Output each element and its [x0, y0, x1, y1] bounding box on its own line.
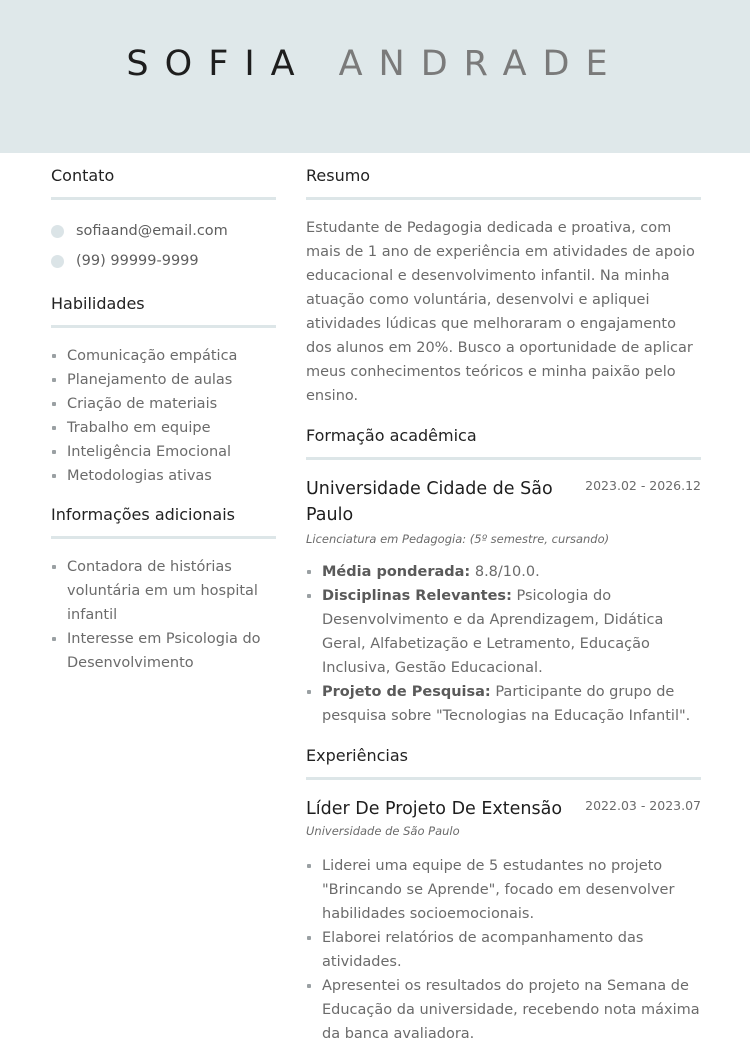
list-item [306, 560, 701, 584]
item-label: Disciplinas Relevantes: [322, 588, 512, 604]
skills-list [51, 344, 276, 488]
right-column [306, 166, 701, 1046]
section-title-summary: Resumo [306, 166, 701, 200]
item-text: 8.8/10.0. [470, 564, 540, 580]
education-date: 2023.02 - 2026.12 [585, 478, 701, 493]
list-item: Elaborei relatórios de acompanhamento das atividades. [306, 926, 701, 974]
section-title-additional: Informações adicionais [51, 505, 276, 539]
additional-list [51, 555, 276, 675]
education-section [306, 426, 701, 728]
candidate-name [0, 44, 750, 84]
list-item: Metodologias ativas [51, 464, 276, 488]
list-item: Trabalho em equipe [51, 416, 276, 440]
experience-section [306, 746, 701, 1046]
role-title: Líder De Projeto De Extensão [306, 799, 563, 819]
additional-section [51, 505, 276, 675]
list-item: Liderei uma equipe de 5 estudantes no projeto "Brincando se Aprende", focado em desenvolver habilidades socioemocionais. [306, 854, 701, 926]
list-item: Planejamento de aulas [51, 368, 276, 392]
summary-text: Estudante de Pedagogia dedicada e proativa, com mais de 1 ano de experiência em atividades de apoio educacional e desenvolvimento infantil. Na minha atuação como voluntária, desenvolvi e apliquei atividades lúdicas que melhoraram o engajamento dos alunos em 20%. Busco a oportunidade de aplicar meus conhecimentos teóricos e minha paixão pelo ensino. [306, 220, 695, 404]
resume-header [0, 0, 750, 153]
section-title-experience: Experiências [306, 746, 701, 780]
education-list [306, 560, 701, 728]
contact-email [51, 216, 276, 246]
item-label: Média ponderada: [322, 564, 471, 580]
contact-dot-icon [51, 255, 64, 268]
first-name: SOFIA [126, 44, 311, 84]
organization-name: Universidade de São Paulo [306, 824, 460, 838]
list-item: Comunicação empática [51, 344, 276, 368]
list-item: Apresentei os resultados do projeto na Semana de Educação da universidade, recebendo nota máxima da banca avaliadora. [306, 974, 701, 1046]
item-text: Participante do grupo de pesquisa sobre "Tecnologias na Educação Infantil". [322, 684, 691, 724]
section-title-education: Formação acadêmica [306, 426, 701, 460]
list-item: Criação de materiais [51, 392, 276, 416]
education-entry-head [306, 476, 701, 528]
phone-text: (99) 99999-9999 [76, 253, 199, 269]
email-text: sofiaand@email.com [76, 223, 228, 239]
list-item: Contadora de histórias voluntária em um hospital infantil [51, 555, 276, 627]
experience-entry-head [306, 796, 701, 822]
section-title-skills: Habilidades [51, 294, 276, 328]
list-item [306, 680, 701, 728]
institution-name: Universidade Cidade de São Paulo [306, 479, 553, 525]
experience-list [306, 854, 701, 1046]
contact-dot-icon [51, 225, 64, 238]
contact-section [51, 166, 276, 276]
list-item: Interesse em Psicologia do Desenvolvimento [51, 627, 276, 675]
skills-section [51, 294, 276, 488]
experience-date: 2022.03 - 2023.07 [585, 798, 701, 813]
list-item [306, 584, 701, 680]
item-label: Projeto de Pesquisa: [322, 684, 491, 700]
section-title-contact: Contato [51, 166, 276, 200]
item-text: Psicologia do Desenvolvimento e da Aprendizagem, Didática Geral, Alfabetização e Letramento, Educação Inclusiva, Gestão Educacional. [322, 588, 664, 676]
left-column [51, 166, 276, 675]
degree-text: Licenciatura em Pedagogia: (5º semestre, cursando) [306, 532, 610, 546]
contact-phone [51, 246, 276, 276]
summary-section [306, 166, 701, 408]
last-name: ANDRADE [338, 44, 624, 84]
list-item: Inteligência Emocional [51, 440, 276, 464]
